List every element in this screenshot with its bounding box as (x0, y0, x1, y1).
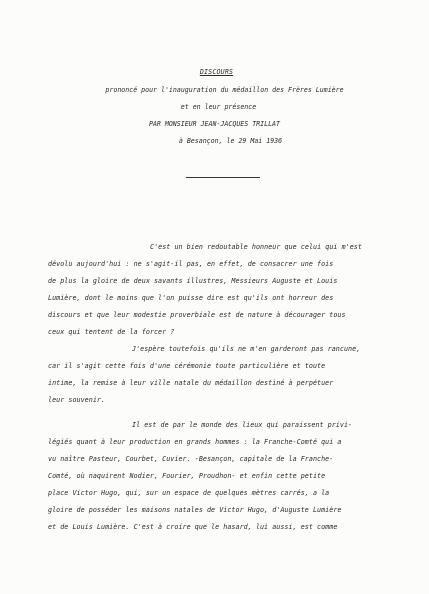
text-line: dévolu aujourd'hui : ne s'agit-il pas, en effet, de consacrer une fois (48, 260, 334, 268)
text-line: Il est de par le monde des lieux qui paraissent privi- (132, 421, 353, 429)
text-line: de plus la gloire de deux savants illustres, Messieurs Auguste et Louis (48, 277, 338, 285)
text-line: intime, la remise à leur ville natale du médaillon destiné à perpétuer (48, 379, 334, 387)
text-line: et de Louis Lumière. C'est à croire que le hasard, lui aussi, est comme (48, 523, 338, 531)
text-line: C'est un bien redoutable honneur que celui qui m'est (150, 243, 362, 251)
text-line: car il s'agit cette fois d'une cérémonie toute particulière et toute (48, 362, 326, 370)
subtitle-place-date: à Besançon, le 29 Mai 1936 (178, 137, 283, 145)
subtitle-occasion: prononcé pour l'inauguration du médaillon des Frères Lumière (105, 86, 344, 94)
text-line: discours et que leur modestie proverbiale est de nature à décourager tous (48, 311, 346, 319)
text-line: Comté, où naquirent Nodier, Fourier, Proudhon- et enfin cette petite (48, 472, 326, 480)
separator-rule (186, 177, 260, 178)
text-line: ceux qui tentent de la forcer ? (48, 328, 175, 336)
subtitle-author: PAR MONSIEUR JEAN-JACQUES TRILLAT (148, 120, 280, 128)
text-line: légiés quant à leur production en grands hommes : la Franche-Comté qui a (48, 438, 342, 446)
text-line: J'espère toutefois qu'ils ne m'en garderont pas rancune, (132, 345, 361, 353)
document-title: DISCOURS (199, 68, 234, 76)
text-line: leur souvenir. (48, 396, 106, 404)
text-line: gloire de posséder les maisons natales de Victor Hugo, d'Auguste Lumière (48, 506, 342, 514)
text-line: vu naître Pasteur, Courbet, Cuvier. -Besançon, capitale de la Franche- (48, 455, 334, 463)
text-line: place Victor Hugo, qui, sur un espace de quelques mètres carrés, a la (48, 489, 330, 497)
subtitle-presence: et en leur présence (180, 103, 257, 111)
text-line: Lumière, dont le moins que l'on puisse dire est qu'ils ont horreur des (48, 294, 334, 302)
